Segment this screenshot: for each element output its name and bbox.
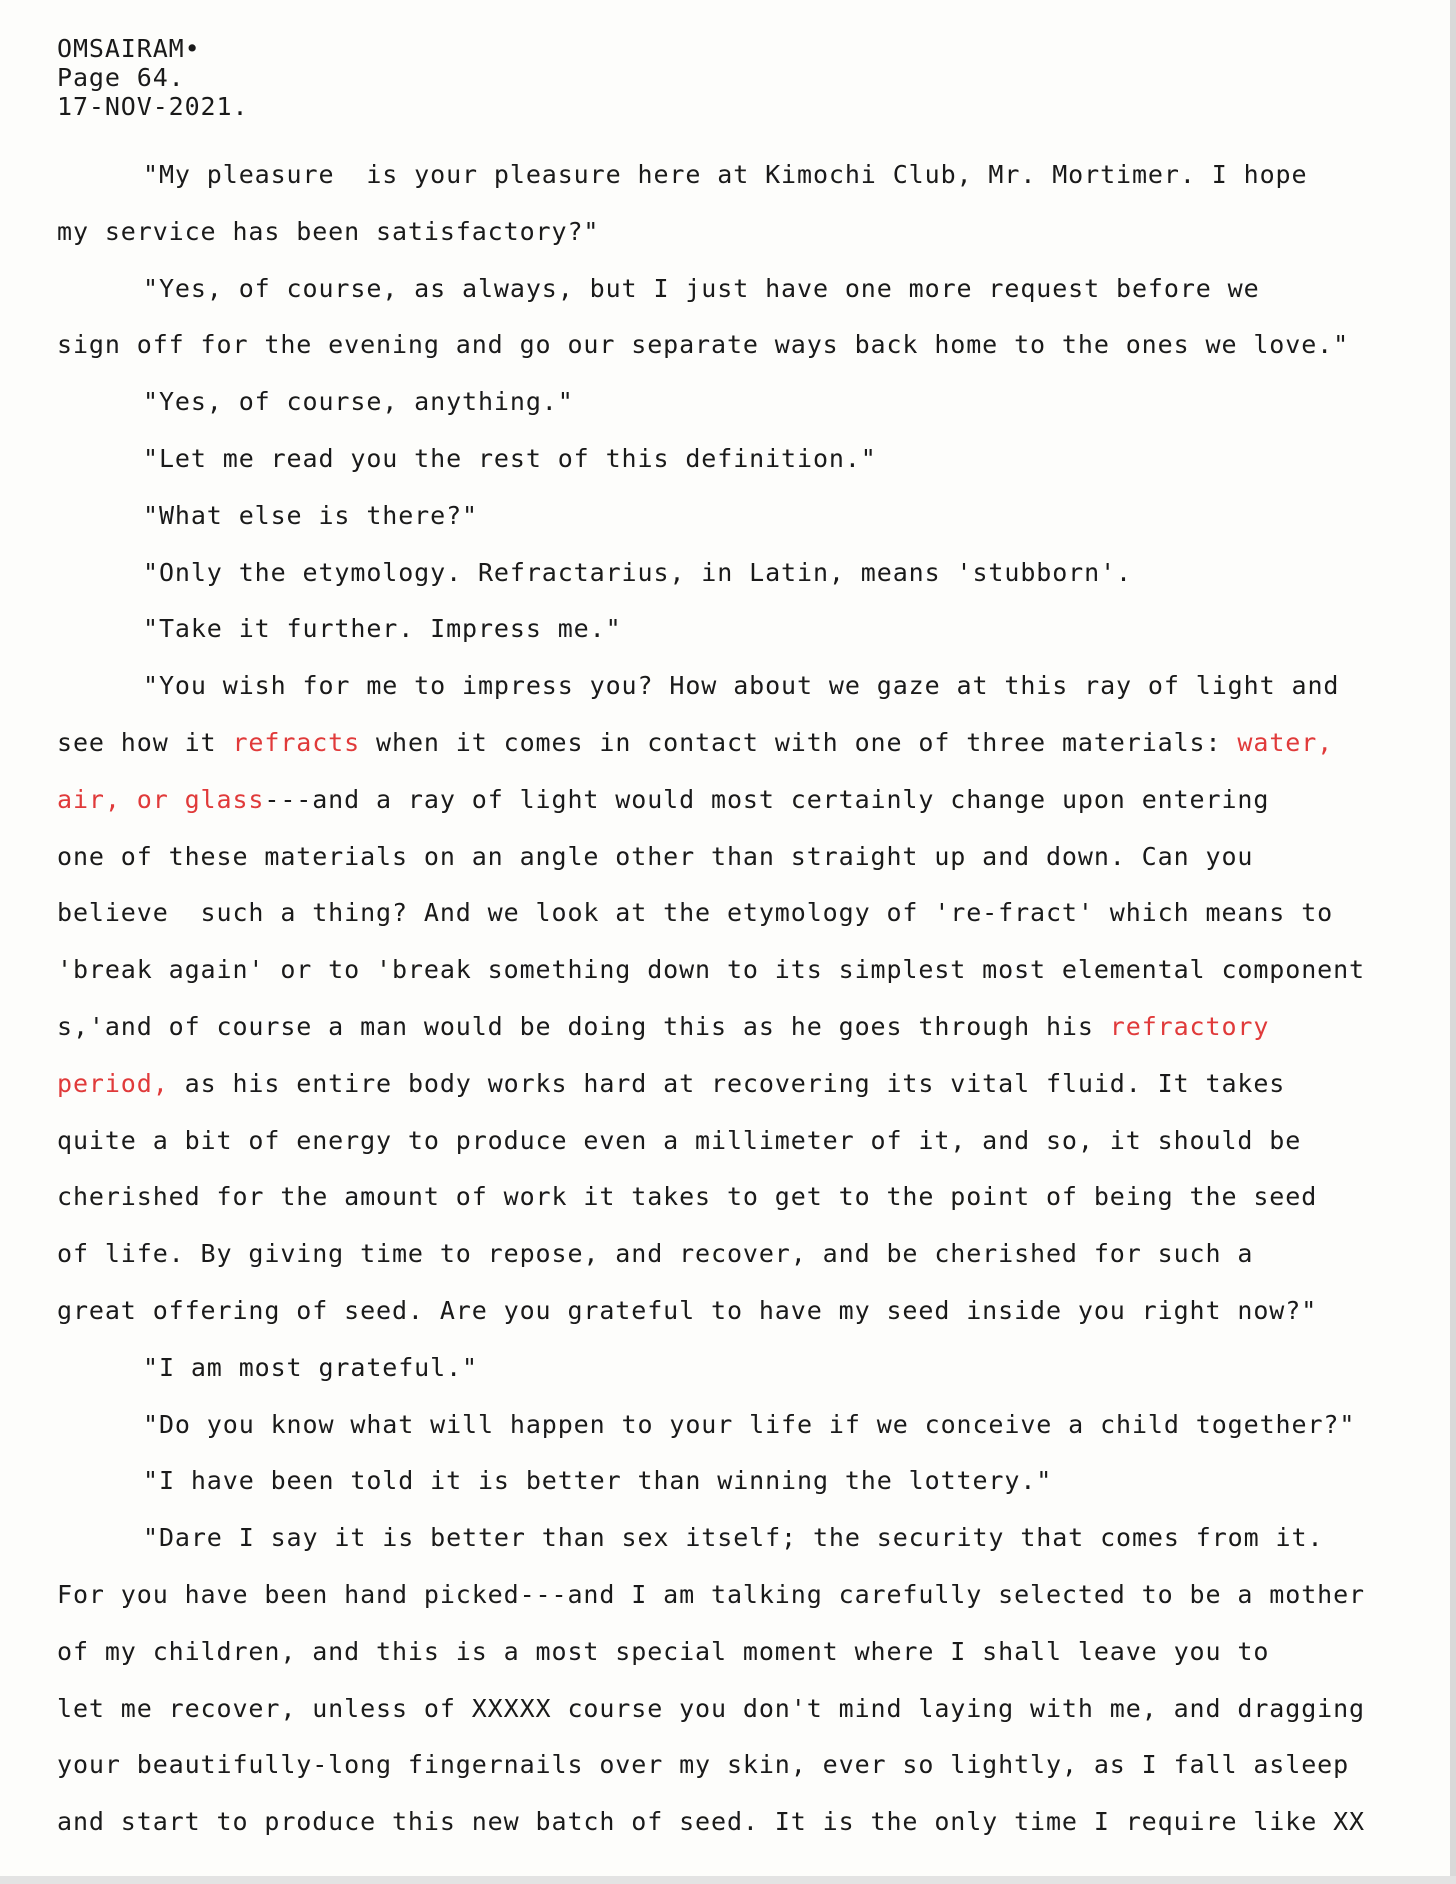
text-segment: "Only the etymology. Refractarius, in Latin, means 'stubborn'.	[143, 557, 1132, 587]
text-line	[57, 147, 1452, 204]
text-segment: "Let me read you the rest of this definition."	[143, 443, 877, 473]
text-line	[57, 545, 1452, 602]
text-segment: "I am most grateful."	[143, 1352, 478, 1382]
text-segment: "What else is there?"	[143, 500, 478, 530]
text-line	[57, 885, 1452, 942]
text-line	[57, 1113, 1452, 1170]
text-segment: ---and a ray of light would most certainly change upon entering	[264, 784, 1270, 814]
text-segment: "Do you know what will happen to your life if we conceive a child together?"	[143, 1409, 1356, 1439]
text-line	[57, 1056, 1452, 1113]
text-segment: 'break again' or to 'break something down to its simplest most elemental component	[57, 955, 1366, 985]
text-line	[57, 1737, 1452, 1794]
text-segment: cherished for the amount of work it takes to get to the point of being the seed	[57, 1182, 1318, 1212]
text-segment: one of these materials on an angle other than straight up and down. Can you	[57, 841, 1254, 871]
text-segment: my service has been satisfactory?"	[57, 216, 600, 246]
text-segment: believe such a thing? And we look at the etymology of 're-fract' which means to	[57, 898, 1334, 928]
text-segment: your beautifully-long fingernails over my skin, ever so lightly, as I fall asleep	[57, 1750, 1350, 1780]
highlighted-text: refracts	[232, 727, 361, 757]
page-header	[57, 34, 248, 121]
highlighted-text: water,	[1237, 727, 1334, 757]
text-segment: "Yes, of course, anything."	[143, 387, 574, 417]
text-line	[57, 488, 1452, 545]
text-segment: when it comes in contact with one of three materials:	[360, 727, 1238, 757]
text-segment: see how it	[57, 727, 233, 757]
text-line	[57, 1340, 1452, 1397]
highlighted-text: refractory	[1109, 1011, 1270, 1041]
text-segment: quite a bit of energy to produce even a millimeter of it, and so, it should be	[57, 1125, 1302, 1155]
text-segment: of my children, and this is a most special moment where I shall leave you to	[57, 1636, 1270, 1666]
text-segment: "I have been told it is better than winning the lottery."	[143, 1466, 1053, 1496]
text-line	[57, 1624, 1452, 1681]
text-segment: "Yes, of course, as always, but I just have one more request before we	[143, 273, 1260, 303]
text-segment: "Dare I say it is better than sex itself; the security that comes from it.	[143, 1523, 1324, 1553]
header-page-number: Page 64.	[57, 63, 185, 92]
text-line	[57, 1681, 1452, 1738]
text-line	[57, 1453, 1452, 1510]
text-line	[57, 1397, 1452, 1454]
body-text	[57, 147, 1452, 1851]
text-line	[57, 715, 1452, 772]
text-segment: "Take it further. Impress me."	[143, 614, 622, 644]
text-segment: s,'and of course a man would be doing this as he goes through his	[57, 1011, 1110, 1041]
highlighted-text: air, or glass	[57, 784, 265, 814]
header-date: 17-NOV-2021.	[57, 92, 249, 121]
text-line	[57, 431, 1452, 488]
text-segment: and start to produce this new batch of seed. It is the only time I require like XX	[57, 1807, 1366, 1837]
text-line	[57, 1169, 1452, 1226]
text-line	[57, 374, 1452, 431]
text-line	[57, 1226, 1452, 1283]
text-segment: let me recover, unless of XXXXX course you don't mind laying with me, and dragging	[57, 1693, 1366, 1723]
text-line	[57, 829, 1452, 886]
text-segment: of life. By giving time to repose, and recover, and be cherished for such a	[57, 1239, 1254, 1269]
text-line	[57, 317, 1452, 374]
text-segment: as his entire body works hard at recovering its vital fluid. It takes	[168, 1068, 1286, 1098]
highlighted-text: period,	[57, 1068, 169, 1098]
text-line	[57, 1283, 1452, 1340]
text-line	[57, 658, 1452, 715]
text-line	[57, 999, 1452, 1056]
text-line	[57, 204, 1452, 261]
text-line	[57, 1794, 1452, 1851]
text-line	[57, 1567, 1452, 1624]
page-edge-bottom	[0, 1876, 1456, 1884]
text-segment: "You wish for me to impress you? How about we gaze at this ray of light and	[143, 671, 1340, 701]
text-line	[57, 772, 1452, 829]
text-segment: For you have been hand picked---and I am talking carefully selected to be a mother	[57, 1579, 1366, 1609]
header-title: OMSAIRAM•	[57, 34, 201, 63]
text-line	[57, 942, 1452, 999]
text-line	[57, 261, 1452, 318]
text-line	[57, 601, 1452, 658]
text-segment: great offering of seed. Are you grateful to have my seed inside you right now?"	[57, 1295, 1318, 1325]
text-segment: "My pleasure is your pleasure here at Kimochi Club, Mr. Mortimer. I hope	[143, 160, 1308, 189]
text-segment: sign off for the evening and go our separate ways back home to the ones we love."	[57, 330, 1350, 360]
text-line	[57, 1510, 1452, 1567]
